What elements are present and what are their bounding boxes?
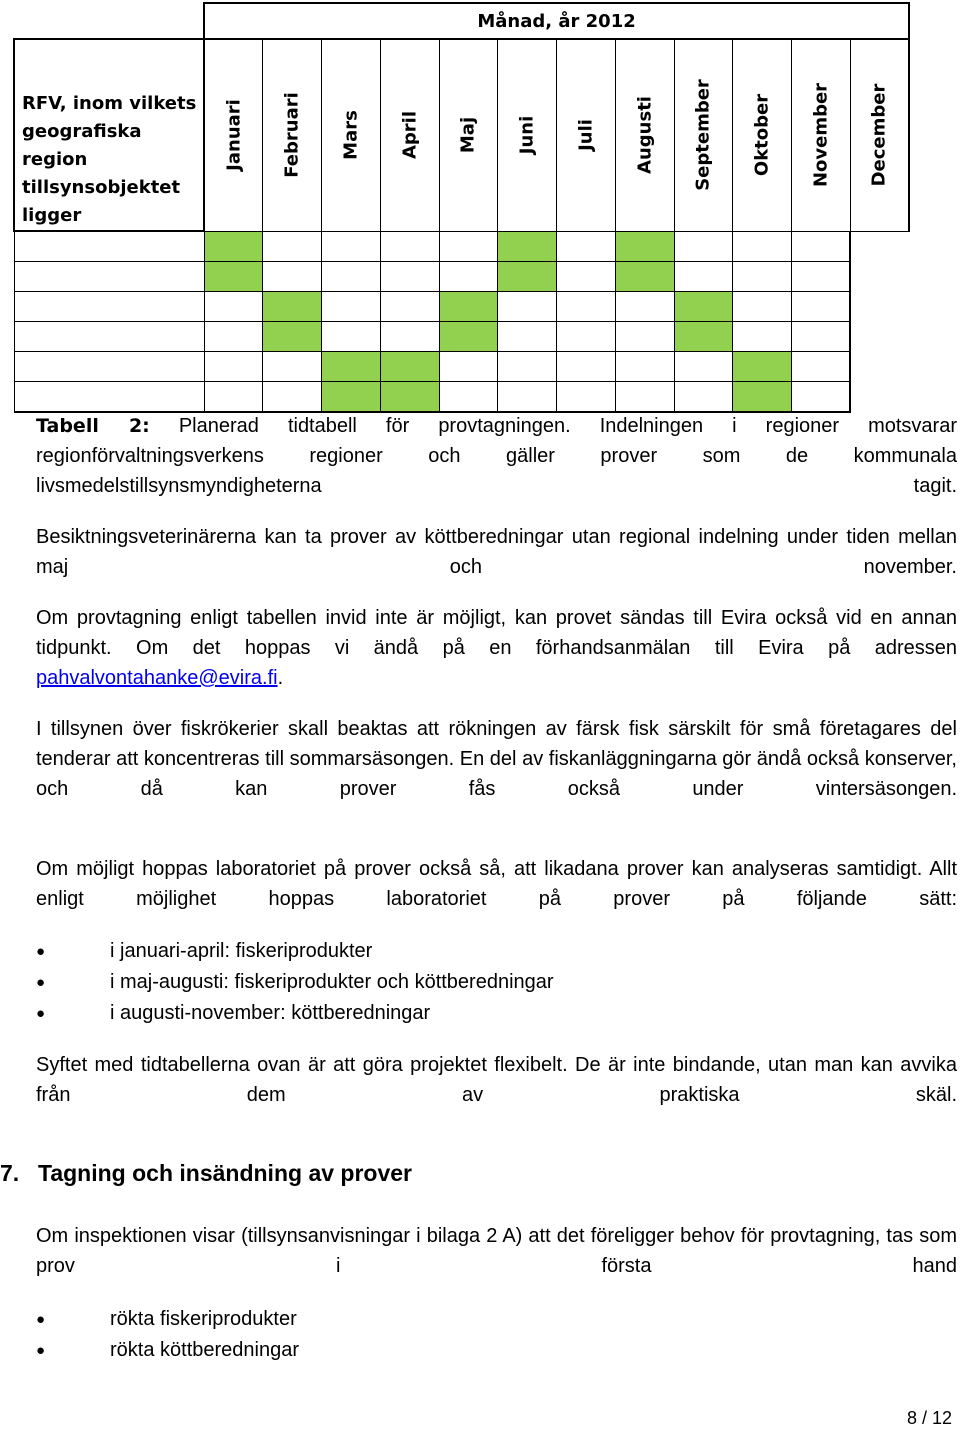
month-label: Juni [516, 116, 538, 155]
paragraph-evira-end: . [277, 667, 284, 689]
paragraph-evira [36, 603, 957, 693]
empty-cell [14, 231, 204, 262]
empty-cell [792, 382, 851, 413]
empty-cell [557, 231, 616, 262]
empty-cell [674, 352, 733, 382]
table-row [14, 322, 909, 352]
empty-cell [615, 292, 674, 322]
page-number: 8 / 12 [906, 1408, 952, 1428]
empty-cell [733, 231, 792, 262]
empty-cell [792, 231, 851, 262]
paragraph-purpose: Syftet med tidtabellerna ovan är att göra projektet flexibelt. De är inte bindande, utan man kan avvika från dem av praktiska skäl. [36, 1054, 957, 1106]
month-header-oktober [733, 39, 792, 231]
empty-cell [380, 322, 439, 352]
empty-cell [439, 382, 498, 413]
paragraph-inspection: Om inspektionen visar (tillsynsanvisningar i bilaga 2 A) att det föreligger behov för provtagning, tas som prov i första hand [36, 1225, 957, 1277]
list-item: ● rökta köttberedningar [36, 1335, 299, 1366]
empty-cell [322, 322, 381, 352]
empty-cell [263, 262, 322, 292]
month-header-december [850, 39, 909, 231]
empty-cell [792, 352, 851, 382]
month-header-april [380, 39, 439, 231]
region-column-header: RFV, inom vilkets geografiska region tillsynsobjektet ligger [14, 39, 204, 231]
empty-cell [439, 352, 498, 382]
month-header-juli [557, 39, 616, 231]
month-header-maj [439, 39, 498, 231]
smoked-list [36, 1304, 299, 1366]
empty-cell [498, 322, 557, 352]
empty-cell [498, 292, 557, 322]
scheduled-cell [263, 322, 322, 352]
empty-cell [733, 322, 792, 352]
scheduled-cell [263, 292, 322, 322]
month-label: Mars [340, 110, 362, 161]
section-heading [0, 1160, 412, 1187]
section-number: 7. [0, 1160, 20, 1186]
empty-cell [322, 231, 381, 262]
scheduled-cell [498, 262, 557, 292]
month-header-september [674, 39, 733, 231]
month-label: Maj [457, 117, 479, 154]
list-item: ● i januari-april: fiskeriprodukter [36, 936, 554, 967]
empty-cell [14, 262, 204, 292]
scheduled-cell [439, 292, 498, 322]
list-item: ● rökta fiskeriprodukter [36, 1304, 299, 1335]
month-label: Januari [223, 99, 245, 172]
scheduled-cell [204, 231, 263, 262]
empty-cell [263, 352, 322, 382]
empty-cell [792, 262, 851, 292]
empty-cell [498, 382, 557, 413]
scheduled-cell [733, 382, 792, 413]
sampling-schedule-table [13, 2, 910, 413]
scheduled-cell [322, 382, 381, 413]
scheduled-cell [733, 352, 792, 382]
table-row [14, 231, 909, 262]
empty-cell [498, 352, 557, 382]
empty-cell [204, 352, 263, 382]
scheduled-cell [380, 352, 439, 382]
month-label: Februari [281, 92, 303, 179]
month-header-mars [322, 39, 381, 231]
list-item: ● i maj-augusti: fiskeriprodukter och köttberedningar [36, 967, 554, 998]
table-row [14, 352, 909, 382]
table-row [14, 292, 909, 322]
scheduled-cell [439, 322, 498, 352]
empty-cell [439, 231, 498, 262]
section-title: Tagning och insändning av prover [38, 1160, 412, 1186]
empty-cell [14, 292, 204, 322]
empty-cell [674, 382, 733, 413]
table-row [14, 262, 909, 292]
empty-cell [733, 262, 792, 292]
table-title: Månad, år 2012 [204, 3, 909, 39]
paragraph-evira-text: Om provtagning enligt tabellen invid inte är möjligt, kan provet sändas till Evira också vid en annan tidpunkt. Om det hoppas vi ändå på en förhandsanmälan till Evira på adressen [36, 607, 957, 659]
empty-cell [557, 322, 616, 352]
table-caption [36, 411, 957, 501]
empty-cell [380, 262, 439, 292]
month-label: Juli [575, 119, 597, 152]
month-header-november [792, 39, 851, 231]
month-header-februari [263, 39, 322, 231]
empty-cell [557, 262, 616, 292]
scheduled-cell [498, 231, 557, 262]
email-link[interactable]: pahvalvontahanke@evira.fi [36, 667, 278, 689]
month-label: November [810, 83, 832, 188]
empty-cell [557, 352, 616, 382]
empty-cell [14, 352, 204, 382]
table-corner [14, 3, 204, 39]
empty-cell [322, 262, 381, 292]
month-header-juni [498, 39, 557, 231]
month-label: Augusti [634, 96, 656, 175]
month-label: September [692, 79, 714, 192]
list-item: ● i augusti-november: köttberedningar [36, 998, 554, 1029]
month-label: April [399, 111, 421, 160]
paragraph-fish: I tillsynen över fiskrökerier skall beaktas att rökningen av färsk fisk särskilt för små företagares del tenderar att koncentreras till sommarsäsongen. En del av fiskanläggningarna gör ändå också konserver, och då kan prover fås också under vintersäsongen. [36, 718, 957, 800]
table-row [14, 382, 909, 413]
month-label: December [868, 83, 890, 187]
scheduled-cell [674, 292, 733, 322]
empty-cell [380, 231, 439, 262]
scheduled-cell [615, 231, 674, 262]
empty-cell [380, 292, 439, 322]
empty-cell [322, 292, 381, 322]
empty-cell [439, 262, 498, 292]
empty-cell [204, 292, 263, 322]
empty-cell [204, 322, 263, 352]
empty-cell [674, 262, 733, 292]
empty-cell [263, 231, 322, 262]
empty-cell [792, 292, 851, 322]
scheduled-cell [674, 322, 733, 352]
caption-text: Planerad tidtabell för provtagningen. Indelningen i regioner motsvarar regionförvaltningsverkens regioner och gäller prover som de kommunala livsmedelstillsynsmyndigheterna tagit. [36, 415, 957, 497]
empty-cell [733, 292, 792, 322]
empty-cell [557, 292, 616, 322]
empty-cell [615, 352, 674, 382]
empty-cell [615, 322, 674, 352]
empty-cell [204, 382, 263, 413]
paragraph-vets: Besiktningsveterinärerna kan ta prover av köttberedningar utan regional indelning under tiden mellan maj och november. [36, 526, 957, 578]
scheduled-cell [204, 262, 263, 292]
month-header-augusti [615, 39, 674, 231]
empty-cell [792, 322, 851, 352]
month-header-januari [204, 39, 263, 231]
empty-cell [557, 382, 616, 413]
scheduled-cell [380, 382, 439, 413]
paragraph-lab: Om möjligt hoppas laboratoriet på prover också så, att likadana prover kan analyseras samtidigt. Allt enligt möjlighet hoppas laboratoriet på prover på följande sätt: [36, 858, 957, 910]
empty-cell [14, 322, 204, 352]
caption-label: Tabell 2: [36, 415, 150, 437]
scheduled-cell [322, 352, 381, 382]
empty-cell [263, 382, 322, 413]
month-label: Oktober [751, 94, 773, 177]
empty-cell [674, 231, 733, 262]
season-list [36, 936, 554, 1029]
scheduled-cell [615, 262, 674, 292]
empty-cell [14, 382, 204, 413]
empty-cell [615, 382, 674, 413]
